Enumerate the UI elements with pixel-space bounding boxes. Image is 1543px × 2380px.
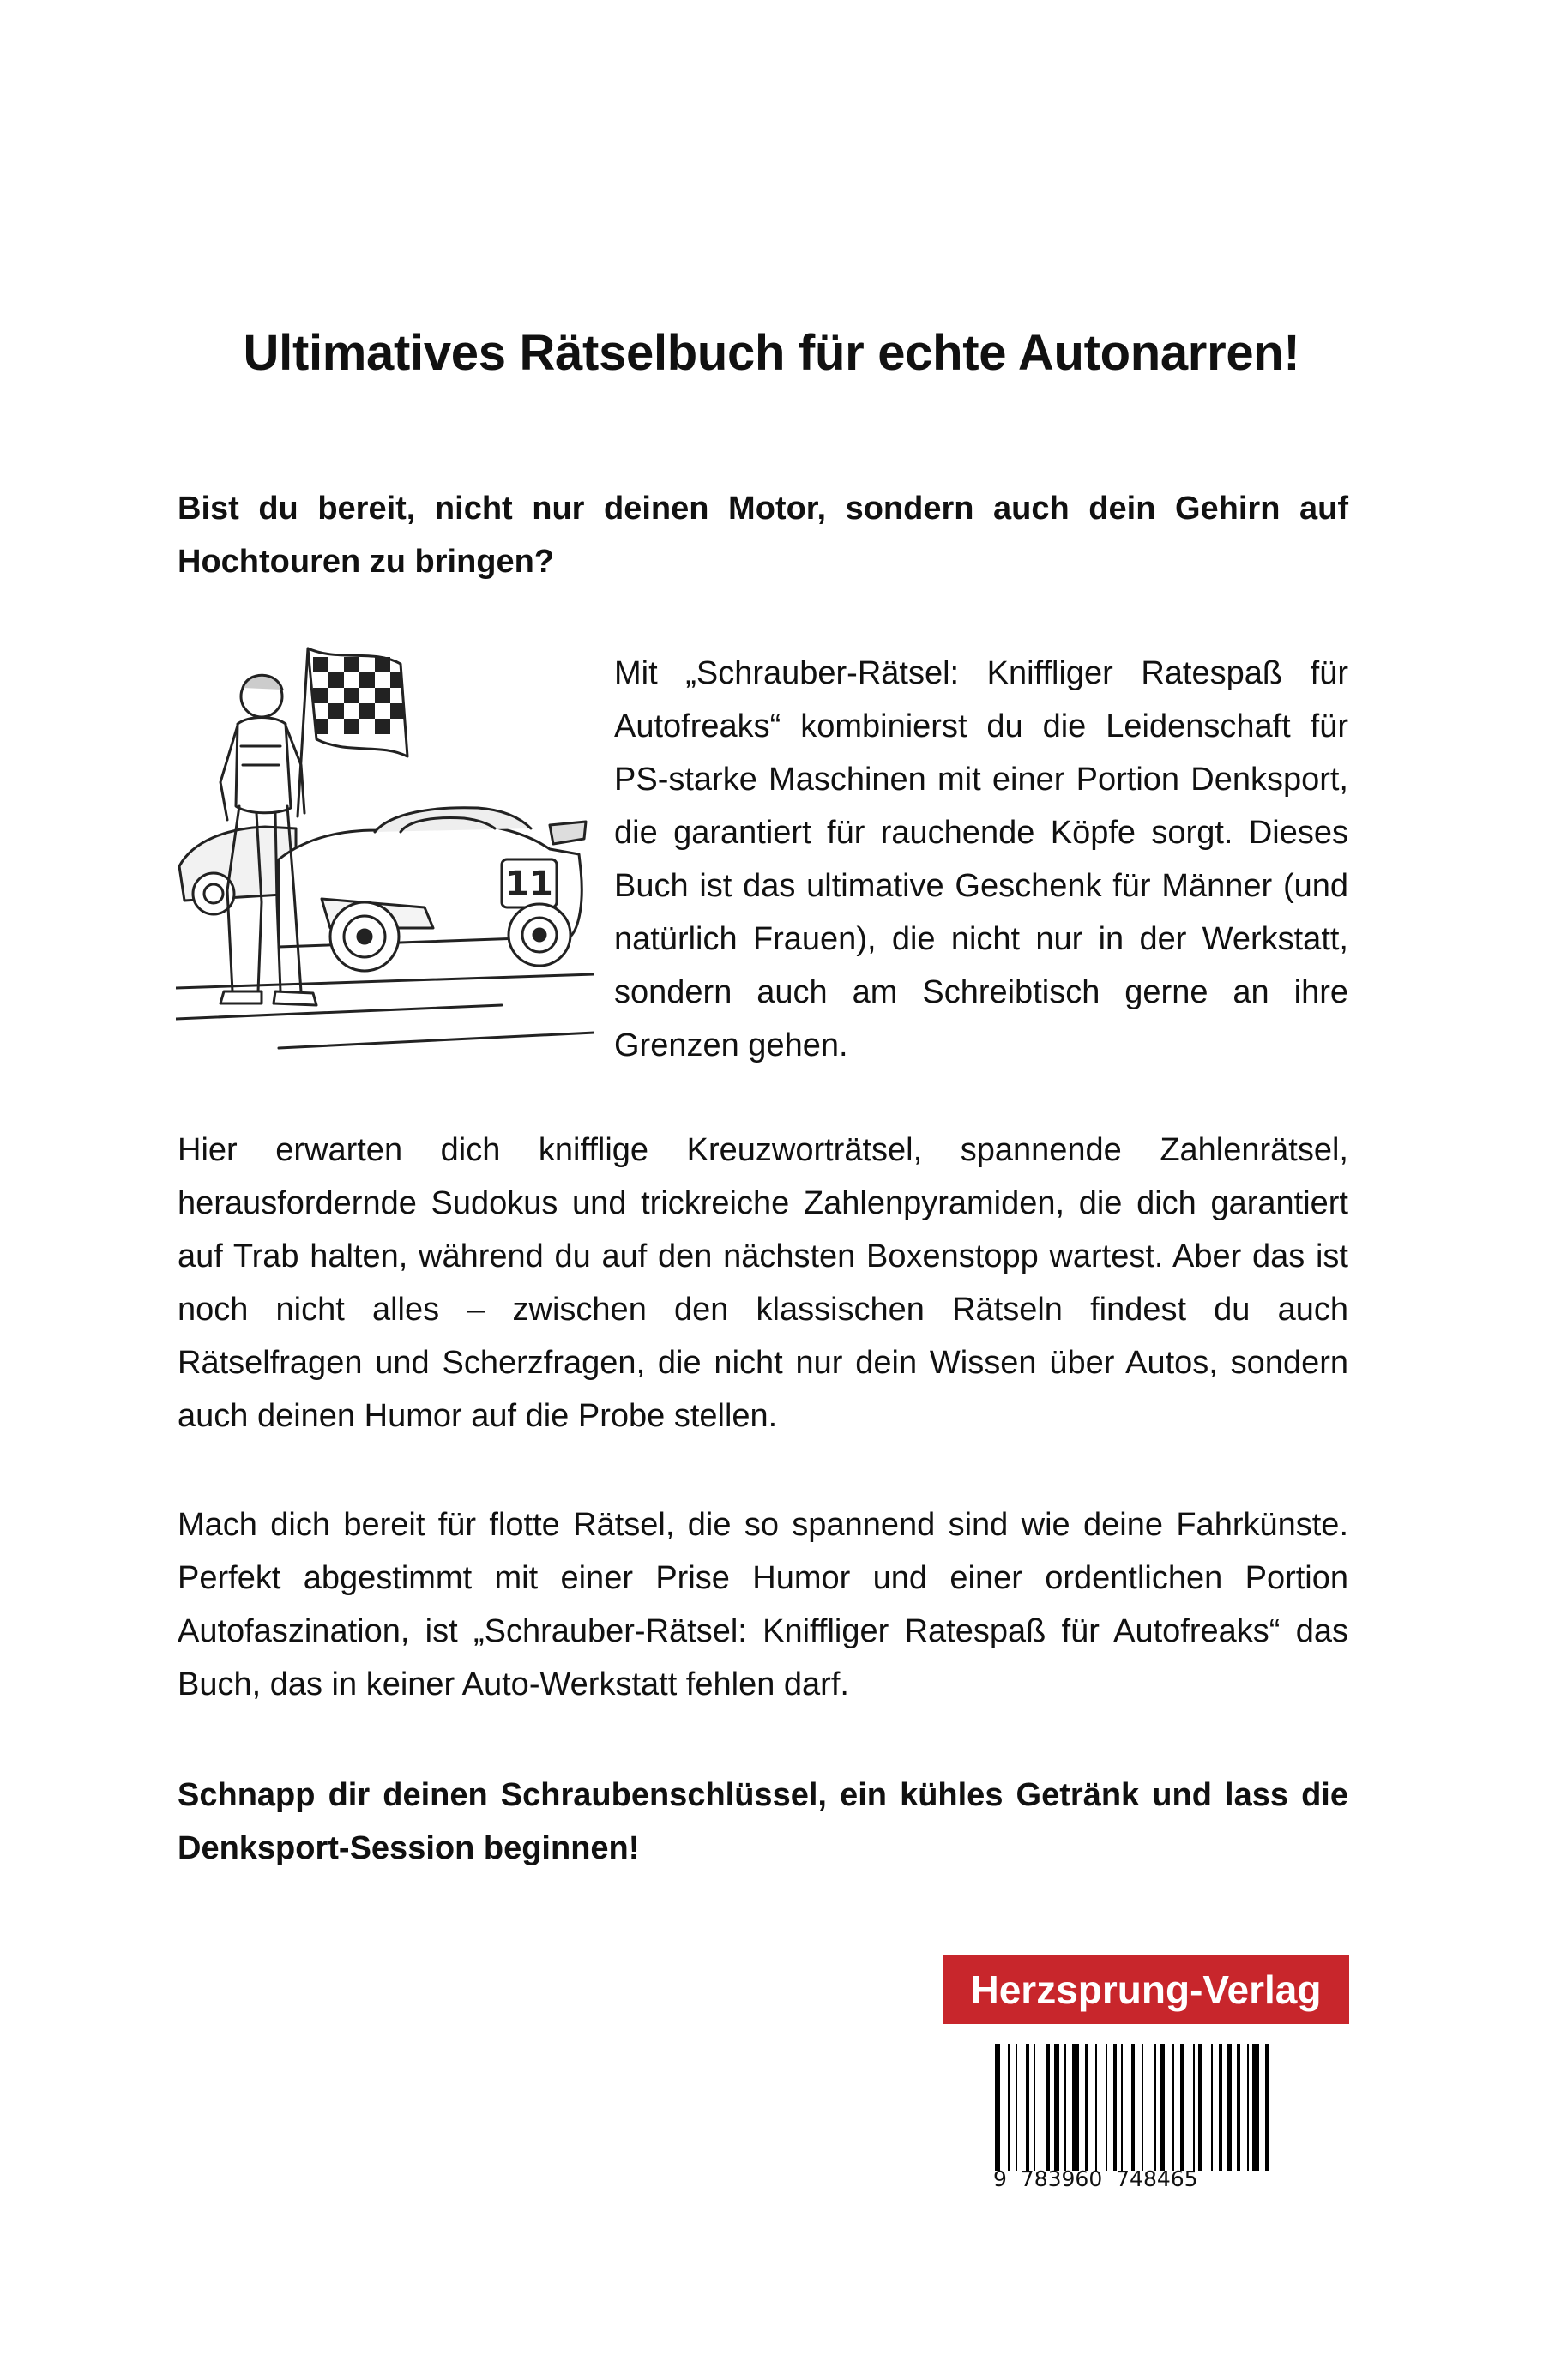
isbn-barcode-number: 9 783960 748465 bbox=[993, 2166, 1198, 2191]
intro-question: Bist du bereit, nicht nur deinen Motor, sondern auch dein Gehirn auf Hochtouren zu bringen? bbox=[178, 491, 1348, 580]
car-number: 11 bbox=[505, 865, 553, 904]
description-paragraph-3: Mach dich bereit für flotte Rätsel, die so spannend sind wie deine Fahrkünste. Perfekt abgestimmt mit einer Prise Humor und einer ordentlichen Portion Autofaszination, ist „Schrauber-Rätsel: Kniffliger Ratespaß für Autofreaks“ das Buch, das in keiner Auto-Werkstatt fehlen darf. bbox=[178, 1507, 1348, 1702]
isbn-barcode bbox=[995, 2044, 1290, 2171]
cover-title: Ultimatives Rätselbuch für echte Autonarren! bbox=[243, 325, 1300, 381]
race-driver-car-illustration bbox=[176, 645, 594, 1062]
publisher-label: Herzsprung-Verlag bbox=[943, 1955, 1349, 2024]
description-paragraph-1: Mit „Schrauber-Rätsel: Kniffliger Ratespaß für Autofreaks“ kombinierst du die Leidenschaft für PS-starke Maschinen mit einer Portion Denksport, die garantiert für rauchende Köpfe sorgt. Dieses Buch ist das ultimative Geschenk für Männer (und natürlich Frauen), die nicht nur in der Werkstatt, sondern auch am Schreibtisch gerne an ihre Grenzen gehen. bbox=[614, 655, 1348, 1063]
description-paragraph-2: Hier erwarten dich knifflige Kreuzworträtsel, spannende Zahlenrätsel, herausfordernde Sudokus und trickreiche Zahlenpyramiden, die dich garantiert auf Trab halten, während du auf den nächsten Boxenstopp wartest. Aber das ist noch nicht alles – zwischen den klassischen Rätseln findest du auch Rätselfragen und Scherzfragen, die nicht nur dein Wissen über Autos, sondern auch deinen Humor auf die Probe stellen. bbox=[178, 1132, 1348, 1434]
closing-call-to-action: Schnapp dir deinen Schraubenschlüssel, ein kühles Getränk und lass die Denksport-Session beginnen! bbox=[178, 1777, 1348, 1866]
